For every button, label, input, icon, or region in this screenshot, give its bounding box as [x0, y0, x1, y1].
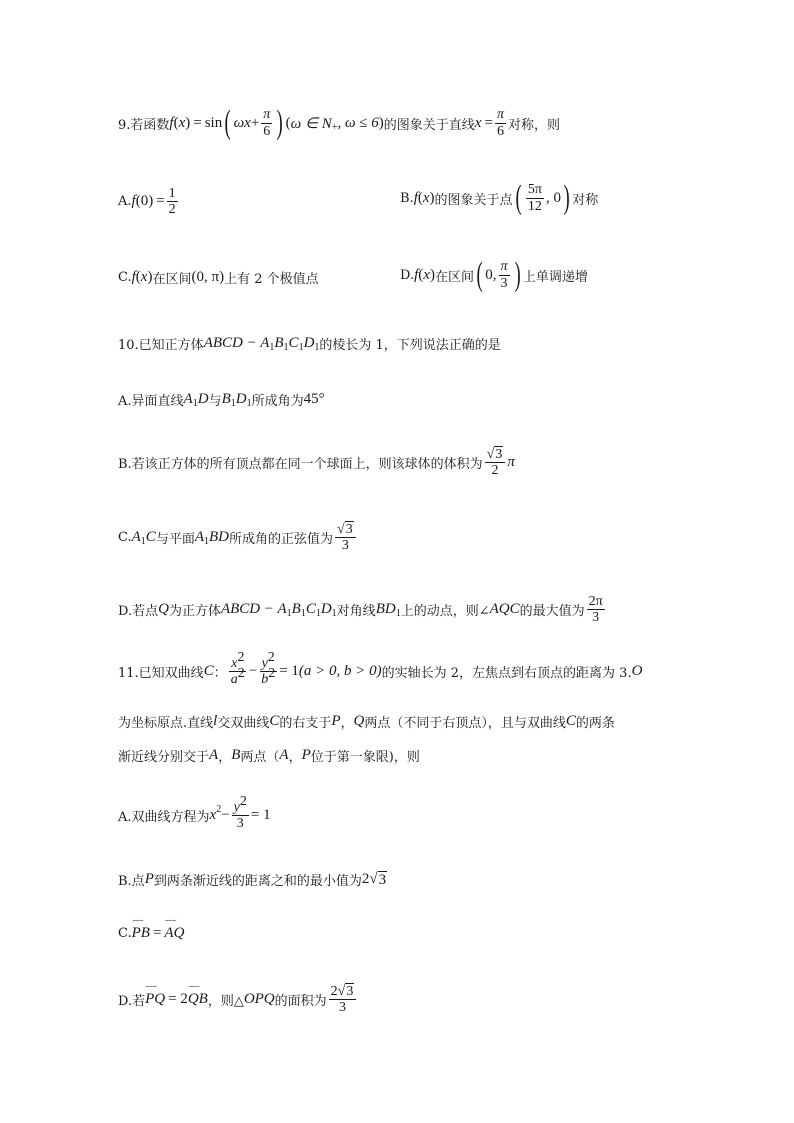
q11-o: O	[631, 663, 643, 680]
q9-cond-in: ω ∈ N	[290, 115, 332, 132]
q11-l: l	[213, 713, 218, 729]
q11-line3-e: 位于第一象限)，则	[310, 750, 420, 765]
q11-a-eq-end: = 1	[250, 807, 271, 824]
q9-d-label: D.	[400, 267, 415, 283]
q9-d-f: f	[414, 266, 419, 283]
q10-d-cube: ABCD − A	[220, 601, 287, 618]
q11-line2-b: 交双曲线	[217, 716, 270, 731]
q9-b-end: 对称	[572, 192, 599, 208]
q11-option-b: B.点 P 到两条渐近线的距离之和的最小值为 2 √ 3	[118, 871, 387, 889]
q9-a-num: 1	[168, 186, 176, 201]
q9-pi-over-6	[261, 107, 272, 139]
q11-line3-c: 两点（	[240, 750, 280, 765]
q11-c: C	[203, 663, 214, 680]
q10-option-a: A.异面直线 A 1 D 与 B 1 D 1 所成角为 45°	[118, 391, 325, 409]
q11-line2-f: 的两条	[575, 716, 615, 731]
q10-a-end: 所成角为	[251, 394, 304, 409]
q11-b-text2: 到两条渐近线的距离之和的最小值为	[153, 874, 362, 889]
q9-b-frac	[526, 182, 544, 214]
q9-eq: =	[193, 114, 202, 131]
q9-x: x	[178, 114, 186, 131]
q11-line2	[118, 712, 615, 731]
q11-stem-cond: (a > 0, b > 0)	[298, 663, 382, 680]
q10-c-end: 所成角的正弦值为	[229, 532, 334, 548]
q9-b-num: 5π	[527, 182, 542, 198]
q10-d-num: 2π	[588, 594, 603, 609]
q9-plus: +	[250, 114, 260, 131]
q11-vec-pq: ⌣⌣⌣ PQ	[145, 991, 165, 1008]
q9-a-zero: 0	[140, 193, 149, 210]
q9-stem: 9.若函数 f ( x ) = sin ( ω x + $\frac{\pi}{6}$ ) ( ω ∈ N + , ω ≤ 6 ) 的图象关于直线 x = $\frac{\pi}{6}$ 对称，则	[118, 104, 560, 141]
q11-d-num-a: 2	[330, 984, 338, 999]
q10-c-mid: 与平面	[155, 532, 195, 548]
q9-b-f: f	[413, 189, 418, 206]
q10-a-mid: 与	[208, 394, 222, 409]
q11-b-root: 3	[378, 871, 387, 888]
q11-c3: C	[565, 713, 576, 729]
q9-c-text2: 上有 2 个极值点	[224, 272, 319, 287]
q11-c-label: C.	[118, 926, 132, 941]
q11-d-num-root: 3	[346, 984, 354, 999]
q9-stem-mid: 的图象关于直线	[383, 117, 475, 133]
q9-stem-prefix: 9.若函数	[118, 117, 170, 133]
q11-b-p: P	[144, 871, 154, 887]
q10-d-den: 3	[592, 610, 600, 626]
q10-b-pi: π	[507, 454, 515, 471]
q9-axis-den: 6	[496, 123, 504, 139]
q9-frac-num: π	[263, 107, 271, 123]
q10-b-frac: $\frac{√3}{2}$	[485, 447, 506, 479]
q9-d-x: x	[423, 266, 430, 283]
q9-a-eq: =	[156, 193, 165, 210]
q10-stem-end: 的棱长为 1，下列说法正确的是	[319, 338, 501, 353]
q9-b-den: 12	[527, 198, 542, 214]
q11-vec-qb: ⌣⌣⌣ QB	[188, 991, 208, 1008]
q11-a-frac: $\frac{y2}{3}$	[233, 794, 247, 832]
q9-c-label: C.	[118, 270, 132, 285]
q9-axis-frac	[495, 107, 506, 139]
q11-line2-a: 为坐标原点.直线	[118, 716, 214, 731]
q11-vec-pb: ⌣⌣⌣ PB	[132, 925, 150, 942]
q11-option-c	[118, 925, 184, 942]
q11-q: Q	[353, 713, 365, 729]
q11-colon: ：	[213, 666, 227, 682]
q11-c2: C	[269, 713, 280, 729]
q11-option-a: A.双曲线方程为 x 2 − $\frac{y2}{3}$ = 1	[118, 794, 271, 832]
q10-d-mid3: 上的动点，则∠	[400, 604, 490, 620]
q9-a-den: 2	[168, 202, 176, 218]
q11-line3-d: ，	[288, 750, 302, 765]
q9-c-text1: 在区间	[152, 272, 192, 287]
q11-d-eq: = 2	[168, 991, 188, 1008]
q9-d-text1: 在区间	[434, 269, 474, 285]
q10-d-frac	[587, 594, 605, 626]
q11-a-text: A.双曲线方程为	[118, 810, 210, 826]
q9-a-f: f	[131, 193, 136, 210]
q11-stem-prefix: 11.已知双曲线	[118, 666, 204, 682]
q11-y-frac: $\frac{y2}{b2}$	[261, 650, 276, 688]
q11-line2-d: ，	[340, 716, 354, 731]
q9-x3: x	[474, 114, 482, 131]
q9-stem-end: 对称，则	[507, 117, 560, 133]
q11-line2-c: 的右支于	[279, 716, 332, 731]
q10-c-label: C.	[118, 530, 132, 546]
q11-b-val: 2	[361, 871, 370, 887]
q11-b: B	[231, 747, 241, 763]
q9-option-d: D. f ( x ) 在区间 ( 0, $\frac{\pi}{3}$ ) 上单调递增	[400, 256, 588, 293]
q9-cond-rest: , ω ≤ 6	[337, 114, 379, 131]
q9-b-text: 的图象关于点	[434, 192, 513, 208]
q9-option-a: A. f ( 0 ) = $\frac{1}{2}$	[118, 186, 176, 218]
q9-x2: x	[244, 114, 251, 131]
q9-axis-num: π	[496, 107, 504, 123]
q10-d-mid: 为正方体	[168, 604, 221, 620]
q10-option-b	[118, 447, 515, 479]
q11-d-end: 的面积为	[274, 994, 327, 1010]
q9-c-x: x	[140, 269, 148, 285]
q9-cond-plus: +	[331, 121, 338, 133]
q9-option-b: B. f ( x ) 的图象关于点 ( $\frac{5\pi}{12}$ , 0 ) 对称	[400, 179, 599, 216]
q9-b-zero: , 0	[545, 189, 561, 206]
q11-option-d	[118, 984, 358, 1016]
q9-a-frac	[167, 186, 178, 218]
q9-d-text2: 上单调递增	[522, 269, 588, 285]
q10-d-prefix: D.若点	[118, 604, 159, 620]
q11-vec-aq: ⌣⌣⌣ AQ	[164, 925, 184, 942]
q10-option-d: D.若点 Q 为正方体 ABCD − A 1 B 1 C 1 D 1 对角线 BD 1 上的动点，则∠ AQC 的最大值为 $\frac{2\pi}{3}$	[118, 594, 603, 626]
q9-d-num: π	[500, 259, 508, 275]
q10-b-text: B.若该正方体的所有顶点都在同一个球面上，则该球体的体积为	[118, 457, 483, 473]
q11-stem-mid: 的实轴长为 2，左焦点到右顶点的距离为 3.	[381, 666, 632, 682]
q11-a2: A	[279, 747, 289, 763]
q11-c-eq: =	[152, 925, 162, 941]
q9-omega: ω	[233, 114, 245, 131]
q11-d-mid: ，则△	[207, 994, 244, 1010]
q9-c-f: f	[131, 269, 136, 285]
q9-b-x: x	[422, 189, 430, 206]
q11-line3-a: 渐近线分别交于	[118, 750, 210, 765]
q9-d-zero: 0,	[485, 266, 497, 283]
q9-b-label: B.	[400, 190, 414, 206]
q10-a-label: A.异面直线	[118, 394, 184, 409]
q11-x-frac: $\frac{x2}{a2}$	[230, 650, 245, 688]
q10-a-angle: 45°	[303, 391, 325, 407]
q9-d-frac	[499, 259, 510, 291]
q10-stem-prefix: 10.已知正方体	[118, 338, 204, 353]
q9-sin: sin	[204, 114, 223, 131]
q10-c-den: 3	[341, 538, 349, 554]
q10-b-den: 2	[491, 463, 499, 479]
q11-p2: P	[301, 747, 311, 763]
q11-stem: 11.已知双曲线 C ： $\frac{x2}{a2}$ − $\frac{y2}{b2}$ = 1 (a > 0, b > 0) 的实轴长为 2，左焦点到右顶点的距离为 3. O	[118, 650, 643, 688]
q11-d-frac: $\frac{2√3}{3}$	[329, 984, 357, 1016]
q9-d-den: 3	[500, 275, 508, 291]
q9-a-label: A.	[118, 194, 132, 210]
q10-c-frac: $\frac{√3}{3}$	[335, 522, 356, 554]
q11-a: A	[209, 747, 219, 763]
q10-b-root: 3	[495, 447, 503, 462]
q11-d-label: D.若	[118, 994, 146, 1010]
q10-d-end: 的最大值为	[519, 604, 585, 620]
q10-stem: 10.已知正方体 ABCD − A 1 B 1 C 1 D 1 的棱长为 1，下列说法正确的是	[118, 335, 501, 353]
q10-option-c: C. A 1 C 与平面 A 1 BD 所成角的正弦值为 $\frac{√3}{3}$	[118, 522, 358, 554]
q11-line3	[118, 746, 420, 765]
q10-cube-main: ABCD − A	[203, 335, 270, 351]
q11-p: P	[331, 713, 341, 729]
q9-eq2: =	[484, 114, 493, 131]
q10-d-mid2: 对角线	[336, 604, 376, 620]
q11-d-den: 3	[339, 1000, 346, 1016]
q9-option-c: C. f ( x ) 在区间 ( 0, π ) 上有 2 个极值点	[118, 269, 319, 287]
q11-line2-e: 两点（不同于右顶点），且与双曲线	[364, 716, 566, 731]
q10-d-aqc: AQC	[489, 601, 520, 618]
q9-c-interval: 0, π	[196, 269, 220, 285]
q10-c-root: 3	[345, 522, 353, 537]
q11-b-text1: B.点	[118, 874, 145, 889]
q9-f: f	[169, 114, 174, 131]
q11-d-opq: OPQ	[243, 991, 275, 1008]
q11-line3-b: ，	[218, 750, 232, 765]
q9-frac-den: 6	[263, 123, 271, 139]
q10-d-q: Q	[158, 601, 169, 618]
